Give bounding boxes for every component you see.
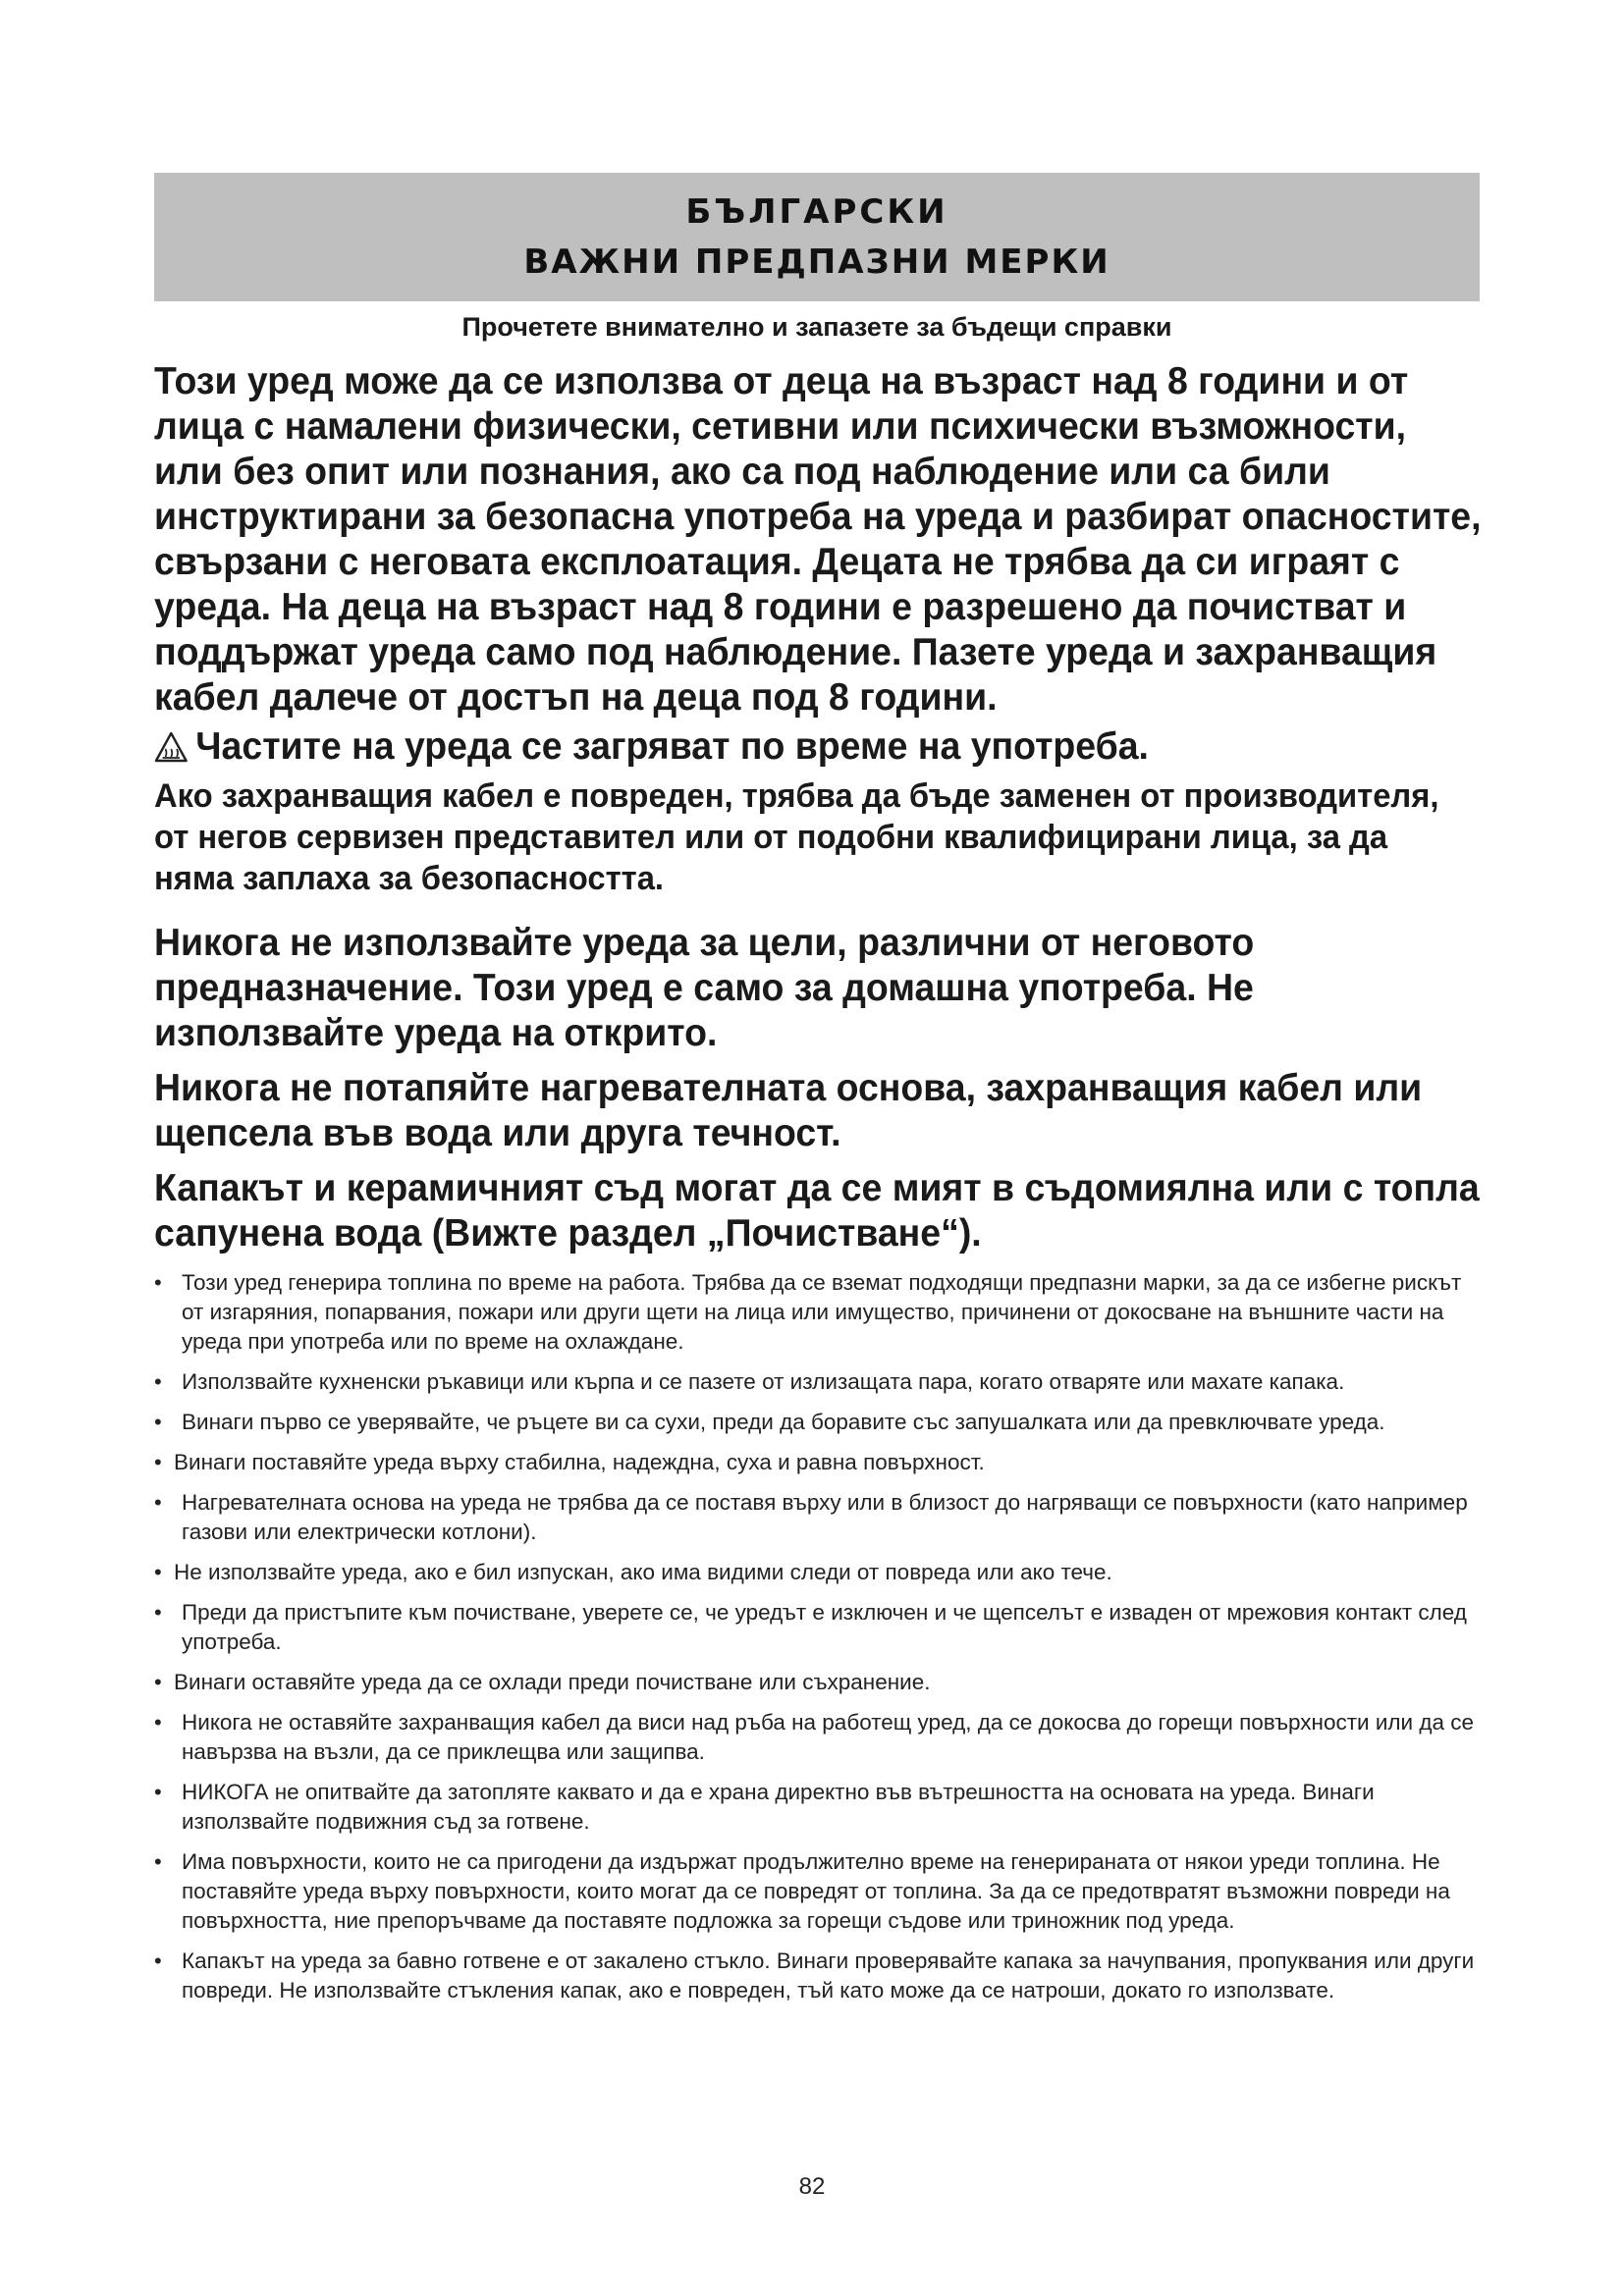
list-item-text: Нагревателната основа на уреда не трябва да се поставя върху или в близост до нагряващи се повърхности (като например газови или електрически котлони). [182, 1490, 1468, 1544]
content [154, 359, 1485, 2016]
list-item [154, 1488, 1485, 1547]
list-item-text: Не използвайте уреда, ако е бил изпускан, ако има видими следи от повреда или ако тече. [174, 1560, 1112, 1584]
subtitle: Прочетете внимателно и запазете за бъдещи справки [461, 312, 1172, 342]
list-item [154, 1598, 1485, 1657]
bullet-icon: • [154, 1270, 162, 1295]
children-warning-paragraph: Този уред може да се използва от деца на възраст над 8 години и от лица с намалени физически, сетивни или психически възможности, или без опит или познания, ако са под наблюдение или са били инструктирани за безопасна употреба на уреда и разбират опасностите, свързани с неговата експлоатация. Децата не трябва да си играят с уреда. На деца на възраст над 8 години е разрешено да почистват и поддържат уреда само под наблюдение. Пазете уреда и захранващия кабел далече от достъп на деца под 8 години. [154, 360, 1482, 719]
list-item-text: Капакът на уреда за бавно готвене е от закалено стъкло. Винаги проверявайте капака за начупвания, пропуквания или други повреди. Не използвайте стъкления капак, ако е повреден, тъй като може да се натроши, докато го използвате. [182, 1949, 1475, 2002]
intended-use-paragraph: Никога не използвайте уреда за цели, различни от неговото предназначение. Този уред е само за домашна употреба. Не използвайте уреда на открито. [154, 922, 1255, 1054]
bullet-icon: • [154, 1849, 162, 1874]
damaged-cord-paragraph: Ако захранващия кабел е повреден, трябва да бъде заменен от производителя, от негов сервизен представител или от подобни квалифицирани лица, за да няма заплаха за безопасността. [154, 777, 1439, 897]
bullet-icon: • [154, 1450, 162, 1474]
bullet-icon: • [154, 1369, 162, 1394]
page-number: 82 [798, 2173, 826, 2200]
list-item-text: Винаги оставяйте уреда да се охлади преди почистване или съхранение. [174, 1670, 931, 1694]
no-immerse-paragraph: Никога не потапяйте нагревателната основа, захранващия кабел или щепсела във вода или друга течност. [154, 1067, 1423, 1154]
list-item [154, 1367, 1485, 1397]
language-heading: БЪЛГАРСКИ [685, 191, 948, 232]
hot-parts-text: Частите на уреда се загряват по време на употреба. [195, 725, 1149, 768]
list-item [154, 1778, 1485, 1837]
list-item [154, 1668, 1485, 1697]
list-item-text: Винаги поставяйте уреда върху стабилна, надеждна, суха и равна повърхност. [174, 1450, 985, 1474]
dishwasher-paragraph: Капакът и керамичният съд могат да се мият в съдомиялна или с топла сапунена вода (Вижте раздел „Почистване“). [154, 1167, 1480, 1255]
list-item [154, 1847, 1485, 1936]
list-item [154, 1947, 1485, 2005]
list-item-text: Този уред генерира топлина по време на работа. Трябва да се вземат подходящи предпазни марки, за да се избегне рискът от изгаряния, попарвания, пожари или други щети на лица или имущество, причинени от докосване на външните части на уреда при употреба или по време на охлаждане. [182, 1270, 1462, 1354]
bullet-icon: • [154, 1600, 162, 1625]
page-title: ВАЖНИ ПРЕДПАЗНИ МЕРКИ [523, 241, 1110, 282]
bullet-icon: • [154, 1780, 162, 1804]
list-item-text: Преди да пристъпите към почистване, уверете се, че уредът е изключен и че щепселът е изваден от мрежовия контакт след употреба. [182, 1600, 1467, 1654]
hot-parts-warning [154, 724, 1484, 770]
header-band [154, 173, 1480, 301]
bullet-icon: • [154, 1710, 162, 1735]
list-item [154, 1408, 1485, 1437]
list-item-text: Използвайте кухненски ръкавици или кърпа и се пазете от излизащата пара, когато отваряте или махате капака. [182, 1369, 1345, 1394]
list-item [154, 1558, 1485, 1587]
bullet-icon: • [154, 1670, 162, 1694]
list-item-text: НИКОГА не опитвайте да затопляте каквато и да е храна директно във вътрешността на основата на уреда. Винаги използвайте подвижния съд за готвене. [182, 1780, 1375, 1834]
bullet-icon: • [154, 1560, 162, 1584]
list-item [154, 1708, 1485, 1767]
safety-bullet-list [154, 1268, 1485, 2005]
bullet-icon: • [154, 1949, 162, 1973]
hot-surface-warning-icon [154, 731, 189, 763]
bullet-icon: • [154, 1490, 162, 1515]
list-item-text: Никога не оставяйте захранващия кабел да виси над ръба на работещ уред, да се докосва до горещи повърхности или да се навързва на възли, да се приклещва или защипва. [182, 1710, 1475, 1764]
list-item-text: Винаги първо се уверявайте, че ръцете ви са сухи, преди да боравите със запушалката или да превключвате уреда. [182, 1410, 1385, 1434]
list-item [154, 1268, 1485, 1357]
bullet-icon: • [154, 1410, 162, 1434]
list-item [154, 1448, 1485, 1477]
list-item-text: Има повърхности, които не са пригодени да издържат продължително време на генерираната от някои уреди топлина. Не поставяйте уреда върху повърхности, които могат да се повредят от топлина. За да се предотвратят възможни повреди на повърхността, ние препоръчваме да поставяте подложка за горещи съдове или триножник под уреда. [182, 1849, 1450, 1933]
